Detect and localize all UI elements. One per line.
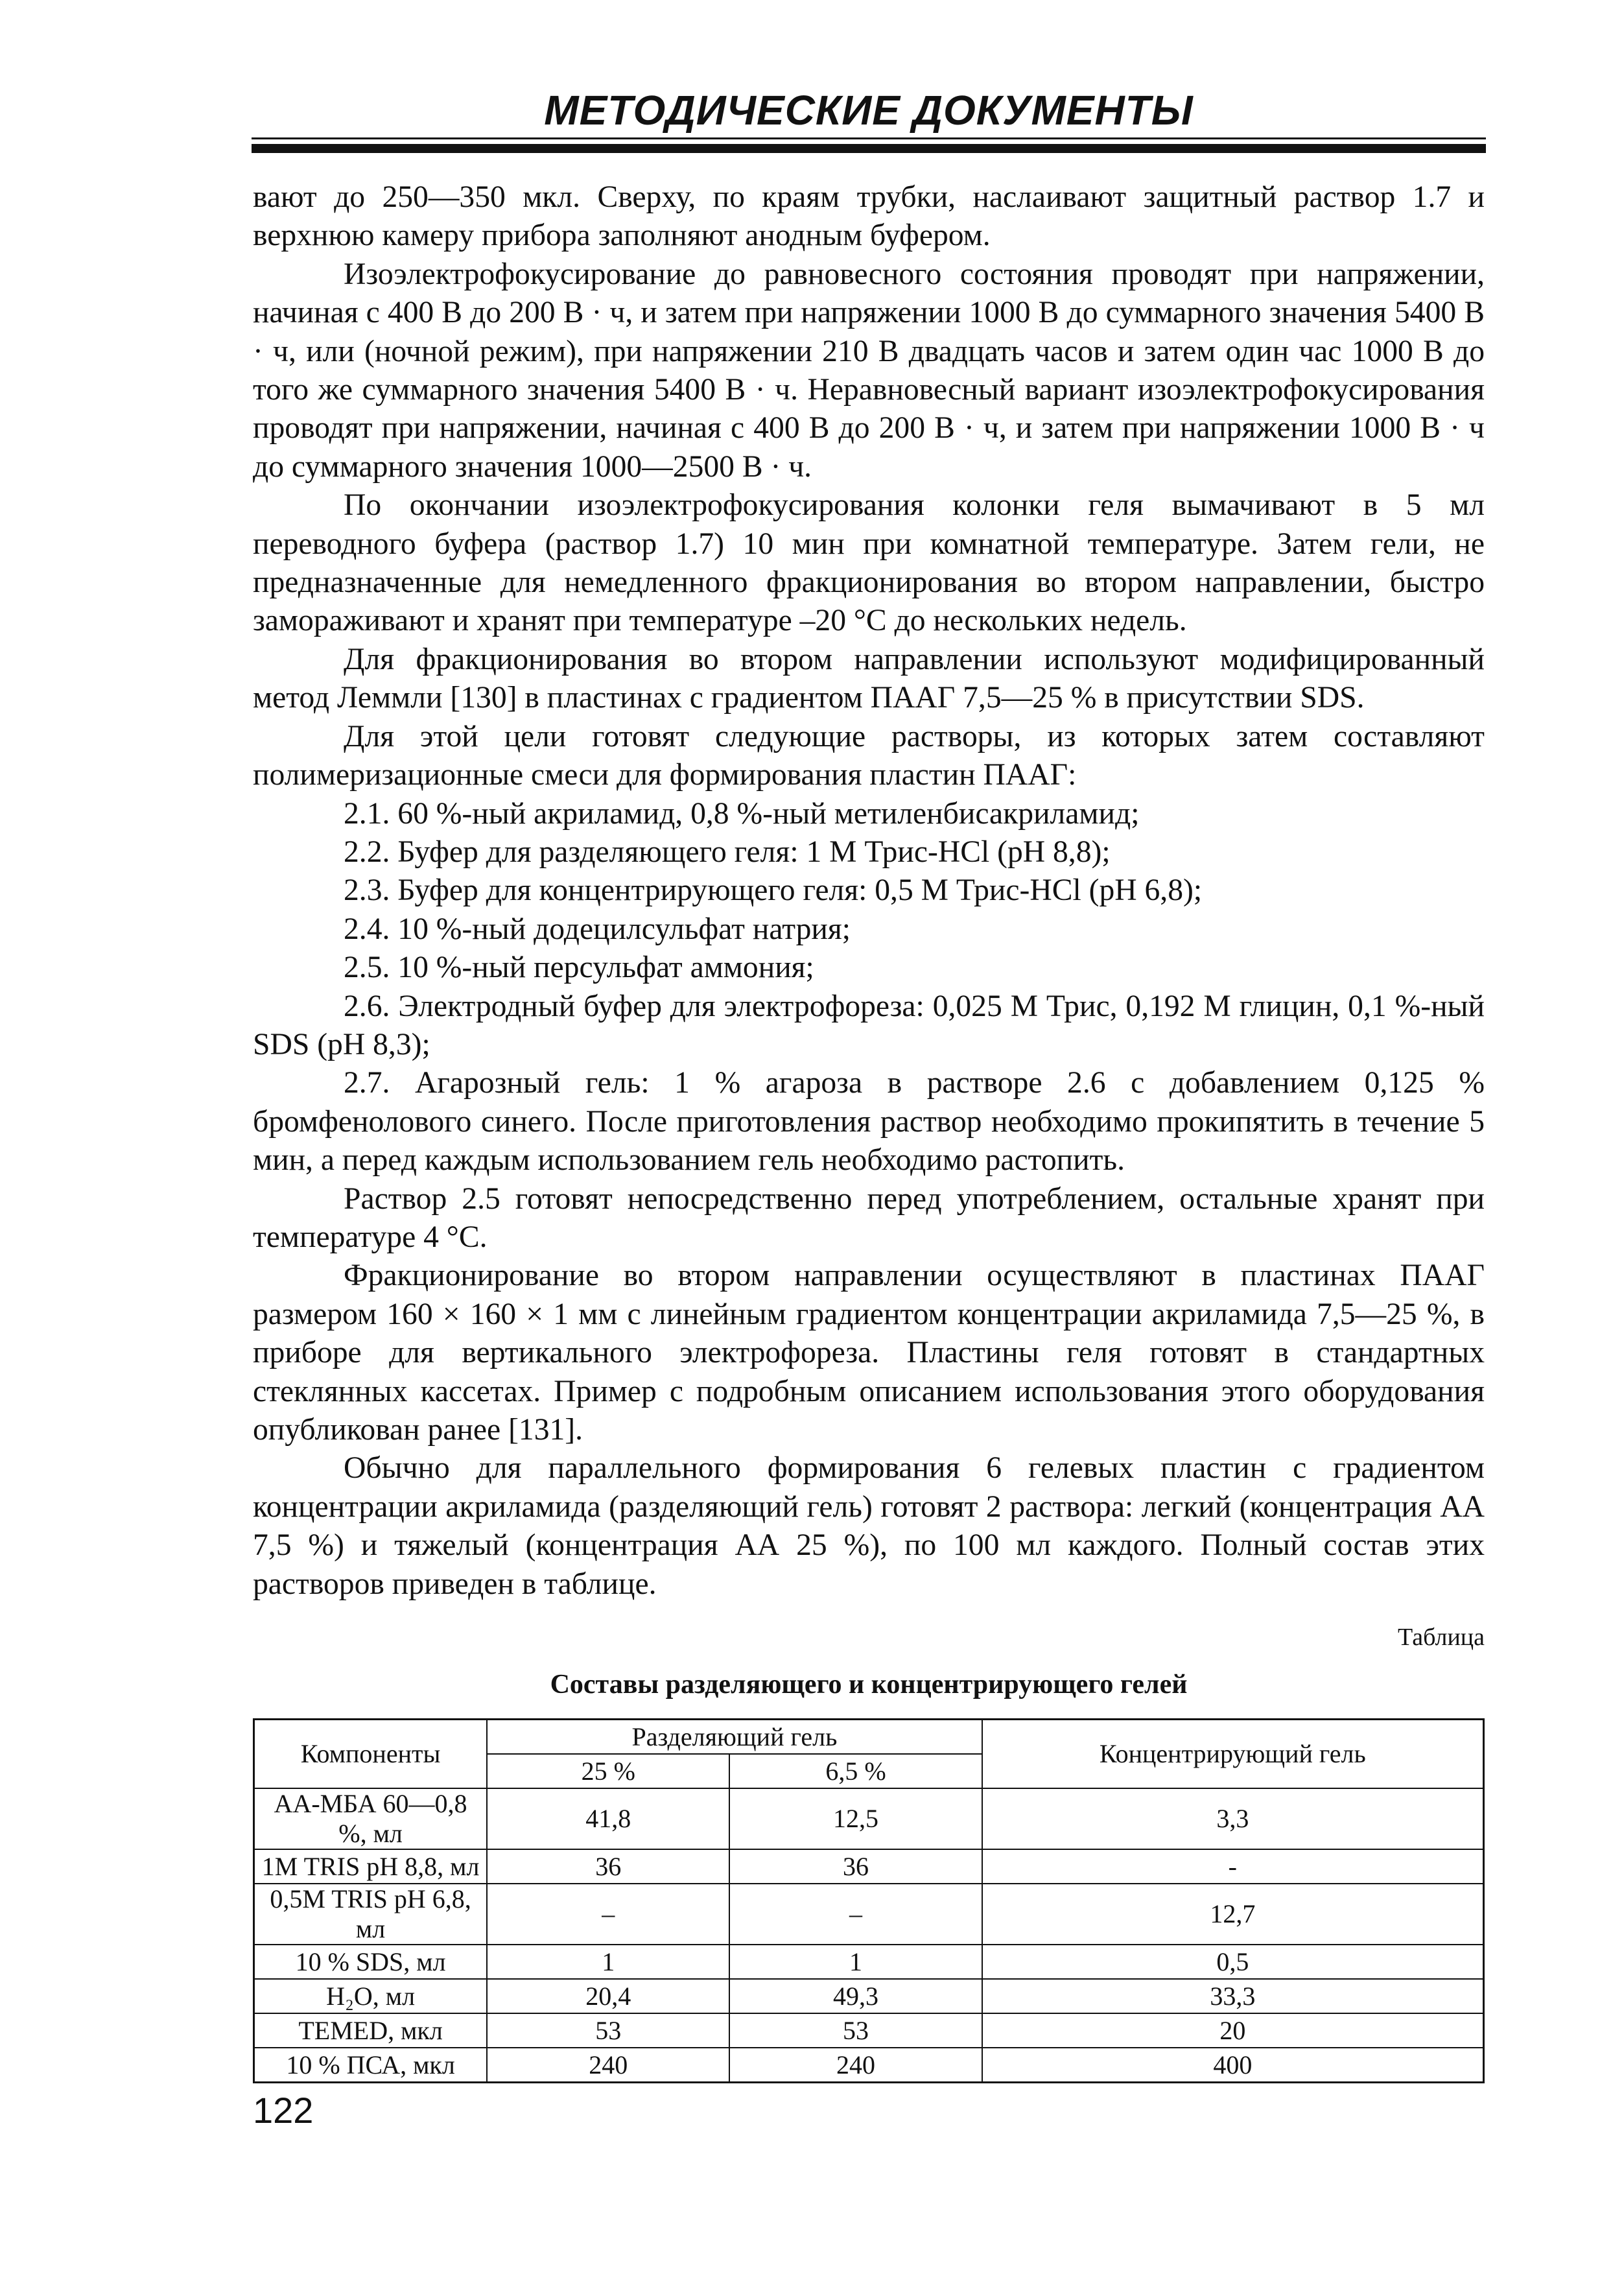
cell-6-5: 1: [729, 1945, 982, 1979]
table-title: Составы разделяющего и концентрирующего гелей: [550, 1670, 1188, 1699]
cell-concentrating: -: [982, 1849, 1484, 1884]
cell-25: 1: [487, 1945, 729, 1979]
cell-concentrating: 33,3: [982, 1979, 1484, 2013]
table-row: [254, 1945, 1484, 1979]
page-number: 122: [253, 2090, 314, 2131]
header-6-5: 6,5 %: [729, 1754, 982, 1788]
running-header: [253, 84, 1485, 156]
paragraph: Для фракционирования во втором направлении используют модифицированный метод Леммли [130] в пластинах с градиентом ПААГ 7,5—25 % в присутствии SDS.: [253, 642, 1485, 715]
cell-25: –: [487, 1884, 729, 1945]
paragraph: 2.2. Буфер для разделяющего геля: 1 М Трис-HCl (рН 8,8);: [344, 835, 1111, 869]
cell-6-5: 53: [729, 2013, 982, 2048]
table-row: [254, 1788, 1484, 1849]
paragraph: вают до 250—350 мкл. Сверху, по краям трубки, наслаивают защитный раствор 1.7 и верхнюю камеру прибора заполняют анодным буфером.: [253, 180, 1485, 253]
paragraph: Для этой цели готовят следующие растворы, из которых затем составляют полимеризационные смеси для формирования пластин ПААГ:: [253, 719, 1485, 792]
cell-concentrating: 20: [982, 2013, 1484, 2048]
cell-6-5: –: [729, 1884, 982, 1945]
cell-component: АА-МБА 60—0,8 %, мл: [254, 1788, 488, 1849]
table-body: [254, 1788, 1484, 2083]
header-rule: [252, 137, 1486, 139]
paragraph: 2.3. Буфер для концентрирующего геля: 0,5 М Трис-HCl (рН 6,8);: [344, 873, 1203, 908]
cell-25: 240: [487, 2048, 729, 2083]
cell-concentrating: 0,5: [982, 1945, 1484, 1979]
body-text: [253, 178, 1485, 1604]
cell-concentrating: 400: [982, 2048, 1484, 2083]
paragraph: 2.6. Электродный буфер для электрофореза: 0,025 М Трис, 0,192 М глицин, 0,1 %-ный SDS (рН 8,3);: [253, 989, 1485, 1061]
paragraph: Изоэлектрофокусирование до равновесного состояния проводят при напряжении, начиная с 400 В до 200 В · ч, и затем при напряжении 1000 В до суммарного значения 5400 В · ч, или (ночной режим), при напряжении 210 В двадцать часов и затем один час 1000 В до того же суммарного значения 5400 В · ч. Неравновесный вариант изоэлектрофокусирования проводят при напряжении, начиная с 400 В до 200 В · ч, и затем при напряжении 1000 В · ч до суммарного значения 1000—2500 В · ч.: [253, 257, 1485, 484]
table-row: [254, 1849, 1484, 1884]
paragraph: 2.4. 10 %-ный додецилсульфат натрия;: [344, 912, 851, 946]
header-concentrating-gel: Концентрирующий гель: [982, 1720, 1484, 1789]
table-row: [254, 1979, 1484, 2013]
cell-concentrating: 12,7: [982, 1884, 1484, 1945]
paragraph: Фракционирование во втором направлении осуществляют в пластинах ПААГ размером 160 × 160 × 1 мм с линейным градиентом концентрации акриламида 7,5—25 %, в приборе для вертикального электрофореза. Пластины геля готовят в стандартных стеклянных кассетах. Пример с подробным описанием использования этого оборудования опубликован ранее [131].: [253, 1259, 1485, 1447]
cell-6-5: 240: [729, 2048, 982, 2083]
cell-component: 10 % ПСА, мкл: [254, 2048, 488, 2083]
header-separating-gel: Разделяющий гель: [487, 1720, 982, 1755]
paragraph: Обычно для параллельного формирования 6 гелевых пластин с градиентом концентрации акриламида (разделяющий гель) готовят 2 раствора: легкий (концентрация АА 7,5 %) и тяжелый (концентрация АА 25 %), по 100 мл каждого. Полный состав этих растворов приведен в таблице.: [253, 1451, 1485, 1601]
table-label: Таблица: [1397, 1624, 1485, 1651]
cell-component: 10 % SDS, мл: [254, 1945, 488, 1979]
paragraph: Раствор 2.5 готовят непосредственно перед употреблением, остальные хранят при температуре 4 °С.: [253, 1181, 1485, 1254]
header-25: 25 %: [487, 1754, 729, 1788]
cell-6-5: 49,3: [729, 1979, 982, 2013]
paragraph: 2.7. Агарозный гель: 1 % агароза в растворе 2.6 с добавлением 0,125 % бромфенолового синего. После приготовления раствор необходимо прокипятить в течение 5 мин, а перед каждым использованием гель необходимо растопить.: [253, 1066, 1485, 1178]
paragraph: По окончании изоэлектрофокусирования колонки геля вымачивают в 5 мл переводного буфера (раствор 1.7) 10 мин при комнатной температуре. Затем гели, не предназначенные для немедленного фракционирования во втором направлении, быстро замораживают и хранят при температуре –20 °С до нескольких недель.: [253, 488, 1485, 638]
document-page: [253, 0, 1485, 2285]
cell-component: TEMED, мкл: [254, 2013, 488, 2048]
cell-component: 0,5M TRIS pH 6,8, мл: [254, 1884, 488, 1945]
table-row: [254, 1884, 1484, 1945]
cell-concentrating: 3,3: [982, 1788, 1484, 1849]
cell-25: 20,4: [487, 1979, 729, 2013]
cell-25: 36: [487, 1849, 729, 1884]
composition-table: [253, 1718, 1485, 2083]
cell-25: 41,8: [487, 1788, 729, 1849]
header-components: Компоненты: [254, 1720, 488, 1789]
cell-component: 1M TRIS pH 8,8, мл: [254, 1849, 488, 1884]
table-header-row: [254, 1720, 1484, 1755]
header-title: МЕТОДИЧЕСКИЕ ДОКУМЕНТЫ: [544, 87, 1194, 134]
cell-6-5: 36: [729, 1849, 982, 1884]
paragraph: 2.1. 60 %-ный акриламид, 0,8 %-ный метиленбисакриламид;: [344, 796, 1140, 831]
cell-component: H₂O, мл: [254, 1979, 488, 2013]
table-row: [254, 2048, 1484, 2083]
paragraph: 2.5. 10 %-ный персульфат аммония;: [344, 951, 814, 985]
header-bar: [252, 144, 1486, 153]
cell-6-5: 12,5: [729, 1788, 982, 1849]
table-row: [254, 2013, 1484, 2048]
cell-25: 53: [487, 2013, 729, 2048]
